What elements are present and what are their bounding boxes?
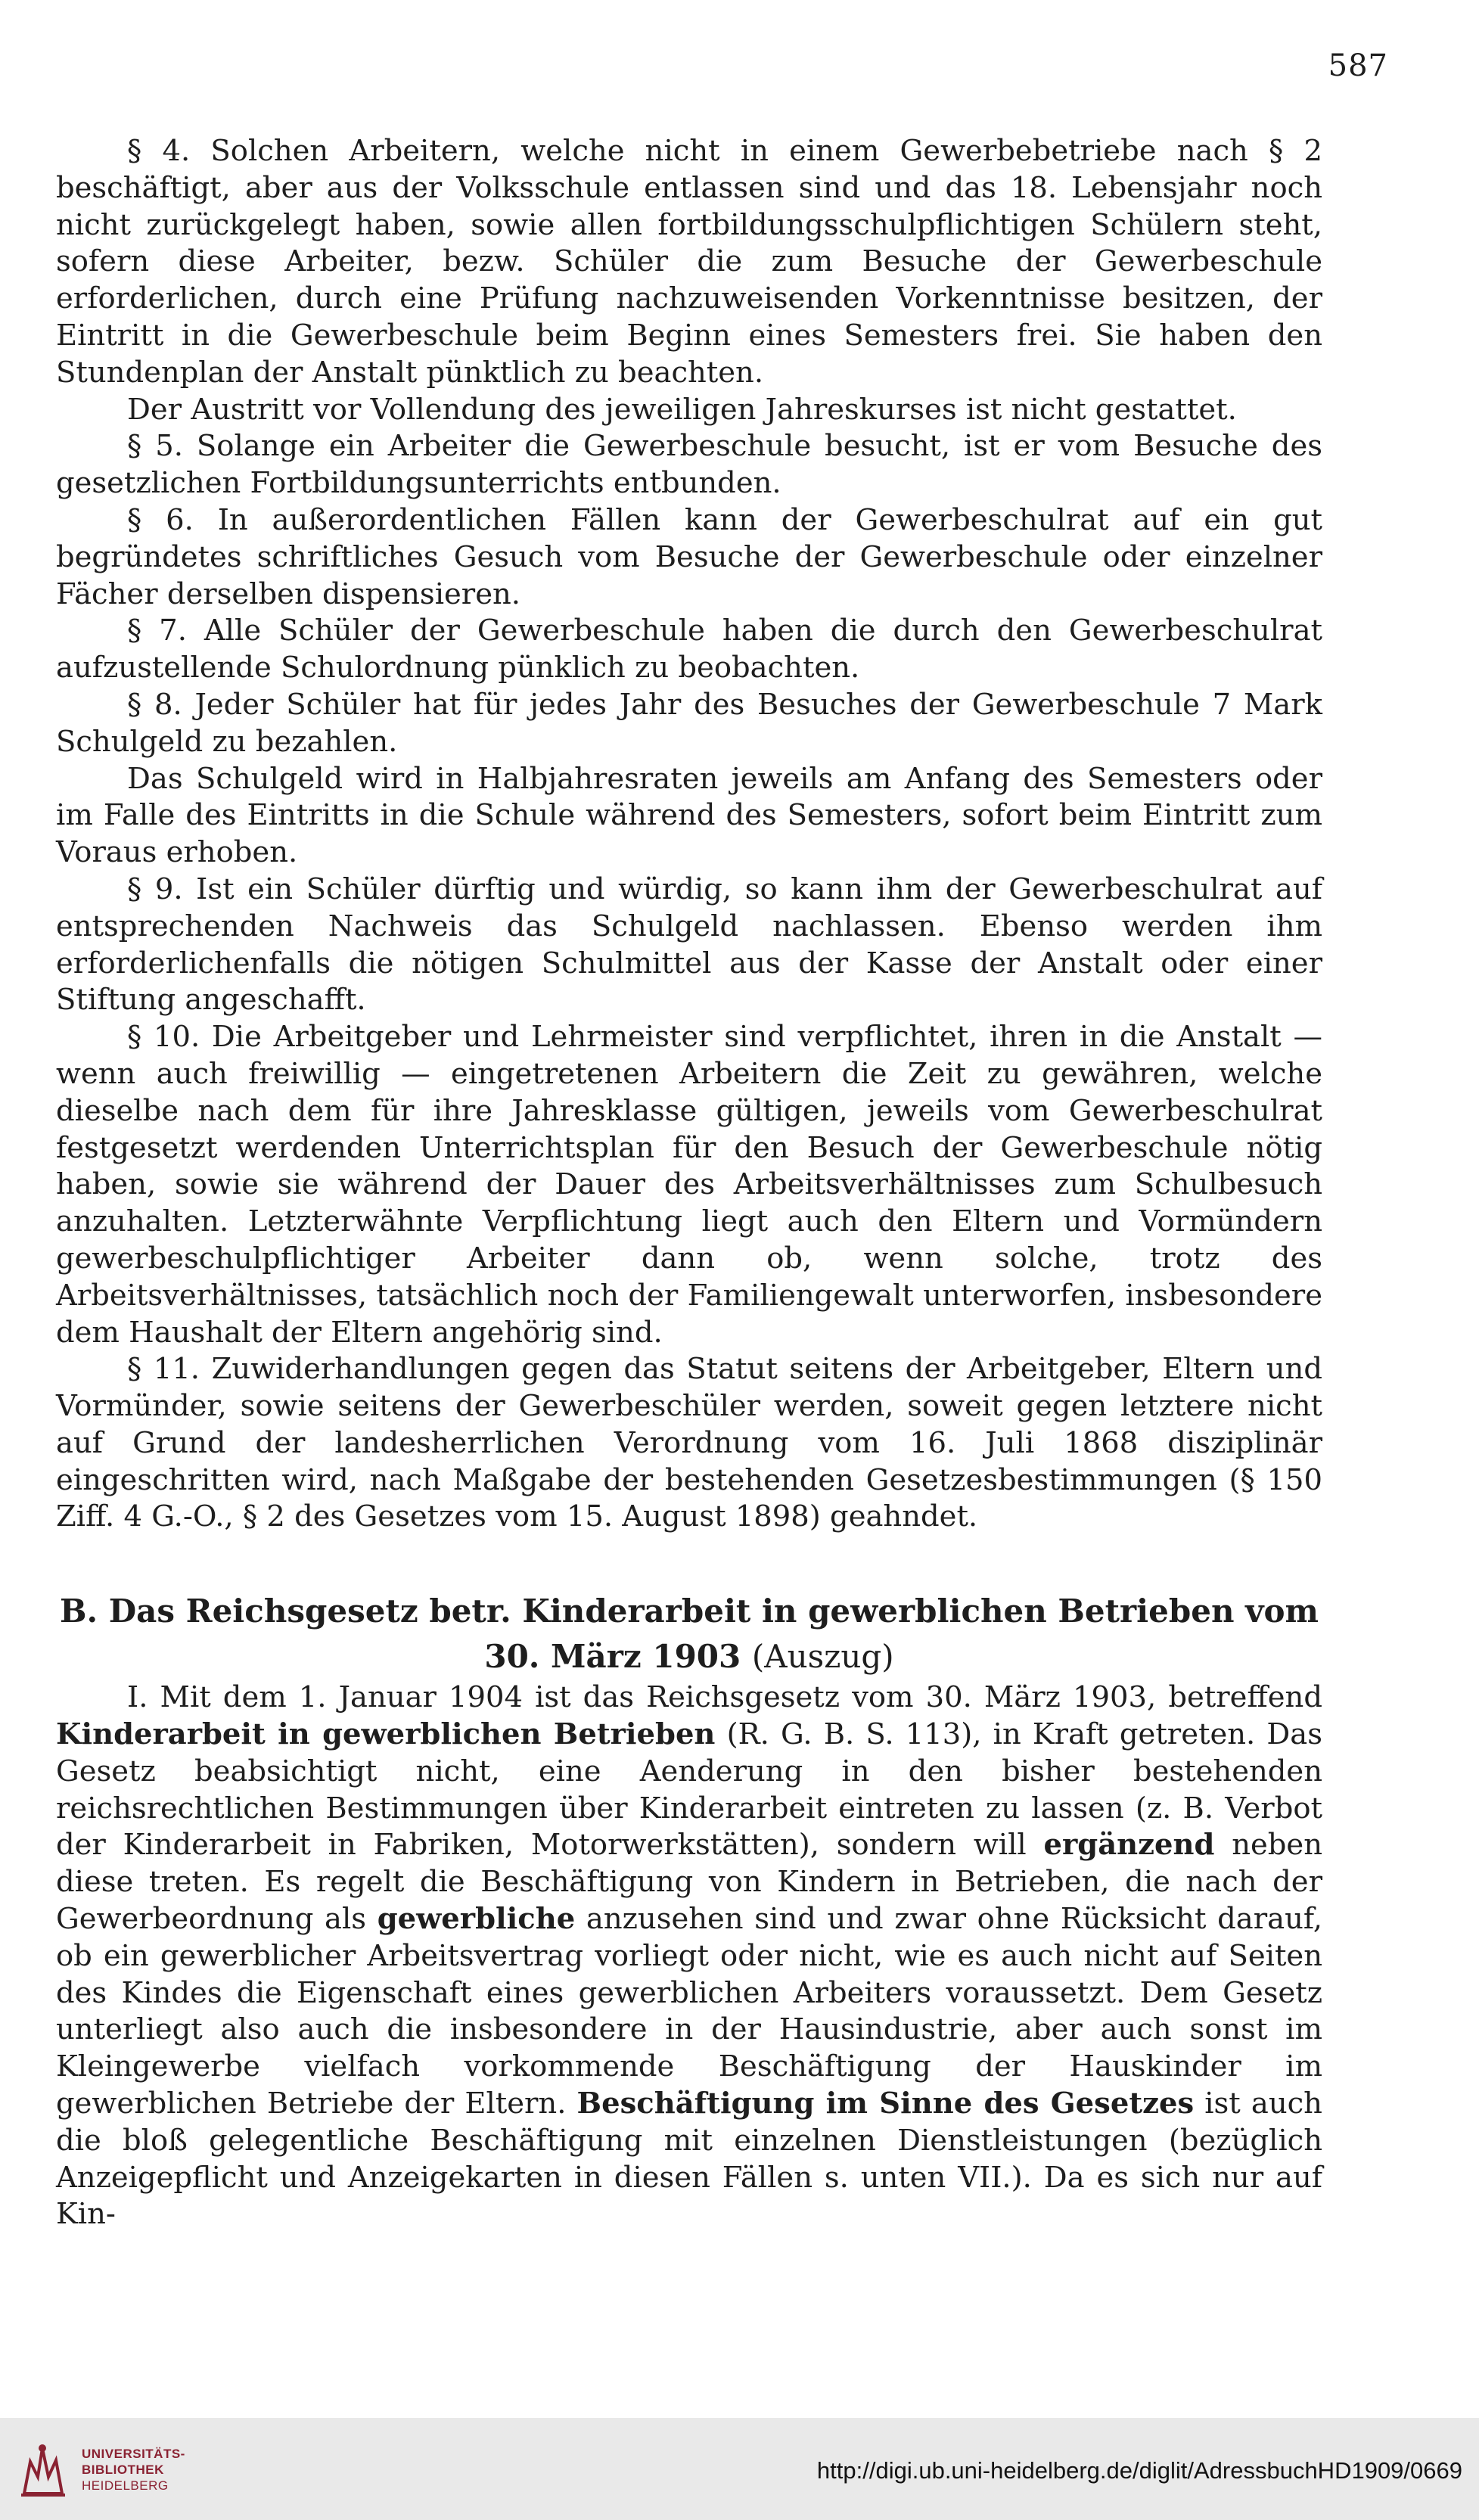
- page-number: 587: [1328, 48, 1388, 83]
- source-url-link[interactable]: http://digi.ub.uni-heidelberg.de/diglit/AdressbuchHD1909/0669: [816, 2457, 1462, 2484]
- paragraph-schulgeld: Das Schulgeld wird in Halbjahresraten jeweils am Anfang des Semesters oder im Falle des Eintritts in die Schule während des Semesters, sofort beim Eintritt zum Voraus erhoben.: [56, 761, 1322, 870]
- text-run: (R. G. B. S. 113), in Kraft getreten. Das Gesetz beabsichtigt nicht, eine Aenderung in den bisher bestehenden reichsrechtlichen Bestimmungen über Kinderarbeit eintreten zu lassen (z. B. Verbot der Kinderarbeit in Fabriken, Motorwerkstätten), sondern will: [56, 1717, 1322, 1863]
- emphasis-run: Beschäftigung im Sinne des Gesetzes: [576, 2087, 1195, 2121]
- paragraph-austritt: Der Austritt vor Vollendung des jeweiligen Jahreskurses ist nicht gestattet.: [127, 392, 1237, 427]
- section-heading: [56, 1589, 1322, 1679]
- paragraph-section-10: § 10. Die Arbeitgeber und Lehrmeister sind verpflichtet, ihren in die Anstalt — wenn auch freiwillig — eingetretenen Arbeitern die Zeit zu gewähren, welche dieselbe nach dem für ihre Jahresklasse gültigen, jeweils vom Gewerbeschulrat festgesetzt werdenden Unterrichtsplan für den Besuch der Gewerbeschule nötig haben, sowie sie während der Dauer des Arbeitsverhältnisses zum Schulbesuch anzuhalten. Letzterwähnte Verpflichtung liegt auch den Eltern und Vormündern gewerbeschulpflichtiger Arbeiter dann ob, wenn solche, trotz des Arbeitsverhältnisses, tatsächlich noch der Familiengewalt unterworfen, insbesondere dem Haushalt der Eltern angehörig sind.: [56, 1020, 1322, 1350]
- paragraph-reichsgesetz: [56, 1679, 1322, 2233]
- paragraph-section-8: § 8. Jeder Schüler hat für jedes Jahr des Besuches der Gewerbeschule 7 Mark Schulgeld zu bezahlen.: [56, 687, 1322, 759]
- emphasis-run: Kinderarbeit in gewerblichen Betrieben: [56, 1717, 716, 1752]
- viewer-footer: [0, 2418, 1479, 2520]
- text-run: I. Mit dem 1. Januar 1904 ist das Reichsgesetz vom 30. März 1903, betreffend: [127, 1680, 1322, 1715]
- emphasis-run: gewerbliche: [377, 1902, 576, 1937]
- text-run: anzusehen sind und zwar ohne Rücksicht darauf, ob ein gewerblicher Arbeitsvertrag vorliegt oder nicht, wie es auch nicht auf Seiten des Kindes die Eigenschaft eines gewerblichen Arbeiters voraussetzt. Dem Gesetz unterliegt also auch die insbesondere in der Hausindustrie, aber auch sonst im Kleingewerbe vielfach vorkommende Beschäftigung der Hauskinder im gewerblichen Betriebe der Eltern.: [56, 1902, 1322, 2121]
- paragraph-section-5: § 5. Solange ein Arbeiter die Gewerbeschule besucht, ist er vom Besuche des gesetzlichen Fortbildungsunterrichts entbunden.: [56, 429, 1322, 501]
- paragraph-section-7: § 7. Alle Schüler der Gewerbeschule haben die durch den Gewerbeschulrat aufzustellende Schulordnung pünklich zu beobachten.: [56, 614, 1322, 685]
- section-heading-title: B. Das Reichsgesetz betr. Kinderarbeit in gewerblichen Betrieben vom 30. März 1903: [60, 1592, 1319, 1676]
- paragraph-section-4: § 4. Solchen Arbeitern, welche nicht in einem Gewerbebetriebe nach § 2 beschäftigt, aber aus der Volksschule entlassen sind und das 18. Lebensjahr noch nicht zurückgelegt haben, sowie allen fortbildungsschulpflichtigen Schülern steht, sofern diese Arbeiter, bezw. Schüler die zum Besuche der Gewerbeschule erforderlichen, durch eine Prüfung nachzuweisenden Vorkenntnisse besitzen, der Eintritt in die Gewerbeschule beim Beginn eines Semesters frei. Sie haben den Stundenplan der Anstalt pünktlich zu beachten.: [56, 134, 1322, 390]
- paragraph-section-6: § 6. In außerordentlichen Fällen kann der Gewerbeschulrat auf ein gut begründetes schriftliches Gesuch vom Besuche der Gewerbeschule oder einzelner Fächer derselben dispensieren.: [56, 502, 1322, 611]
- logo-line: HEIDELBERG: [82, 2478, 169, 2493]
- body-text: [56, 133, 1322, 2233]
- library-logo[interactable]: [17, 2435, 185, 2504]
- section-heading-subtitle: (Auszug): [751, 1638, 894, 1676]
- paragraph-section-11: § 11. Zuwiderhandlungen gegen das Statut seitens der Arbeitgeber, Eltern und Vormünder, sowie seitens der Gewerbeschüler werden, soweit gegen letztere nicht auf Grund der landesherrlichen Verordnung vom 16. Juli 1868 disziplinär eingeschritten wird, nach Maßgabe der bestehenden Gesetzesbestimmungen (§ 150 Ziff. 4 G.-O., § 2 des Gesetzes vom 15. August 1898) geahndet.: [56, 1352, 1322, 1534]
- logo-line: BIBLIOTHEK: [82, 2462, 164, 2477]
- logo-line: UNIVERSITÄTS-: [82, 2446, 185, 2461]
- text-run: ist auch die bloß gelegentliche Beschäftigung mit einzelnen Dienstleistungen (bezüglich Anzeigepflicht und Anzeigekarten in diesen Fällen s. unten VII.). Da es sich nur auf Kin-: [56, 2087, 1322, 2232]
- library-logo-text: [82, 2446, 185, 2494]
- text-run: neben diese treten. Es regelt die Beschäftigung von Kindern in Betrieben, die nach der Gewerbeordnung als: [56, 1828, 1322, 1937]
- heidelberg-seal-icon: [17, 2439, 70, 2500]
- paragraph-section-9: § 9. Ist ein Schüler dürftig und würdig, so kann ihm der Gewerbeschulrat auf entsprechenden Nachweis das Schulgeld nachlassen. Ebenso werden ihm erforderlichenfalls die nötigen Schulmittel aus der Kasse der Anstalt oder einer Stiftung angeschafft.: [56, 872, 1322, 1018]
- emphasis-run: ergänzend: [1043, 1828, 1215, 1863]
